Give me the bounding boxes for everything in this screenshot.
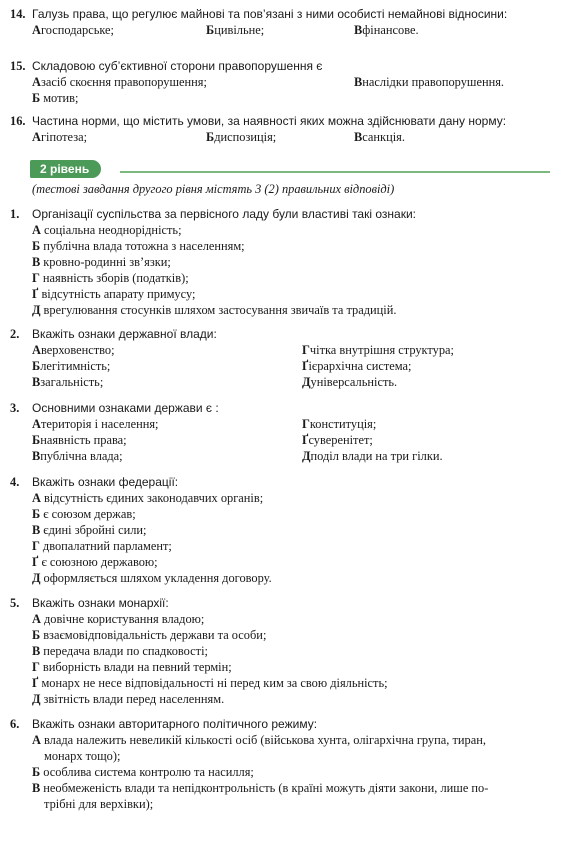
question-text: Вкажіть ознаки державної влади: [32, 327, 217, 341]
option-a: А довічне користування владою; [32, 612, 205, 626]
option-b: Бцивільне; [206, 23, 265, 37]
option-v-continued: трібні для верхівки); [44, 797, 154, 811]
level2-question-5 [10, 595, 554, 707]
option-a: Азасіб скоєння правопорушення; [32, 75, 207, 89]
option-a: А соціальна неоднорідність; [32, 223, 182, 237]
level-badge: 2 рівень [30, 160, 101, 178]
option-b: Б мотив; [32, 91, 79, 105]
options-row [10, 448, 554, 464]
question-text: Складовою суб’єктивної сторони правопорушення є [32, 59, 323, 73]
question-number: 14. [10, 7, 26, 21]
option-v: Впублічна влада; [32, 449, 123, 463]
level2-question-4 [10, 474, 554, 586]
options-row [10, 74, 554, 90]
question-number: 1. [10, 207, 20, 221]
question-text: Вкажіть ознаки авторитарного політичного режиму: [32, 717, 318, 731]
option-b: Б публічна влада тотожна з населенням; [32, 239, 245, 253]
question-number: 2. [10, 327, 20, 341]
level-divider [120, 171, 550, 173]
option-a: Агіпотеза; [32, 130, 88, 144]
options-row [10, 22, 554, 38]
options-row [10, 129, 554, 145]
option-a: А влада належить невеликій кількості осіб (військова хунта, олігархічна група, тиран, [32, 733, 486, 747]
option-g: Ґ є союзною державою; [32, 555, 158, 569]
option-g: Ґсуверенітет; [302, 433, 373, 447]
option-d: Д врегулювання стосунків шляхом застосування звичаїв та традицій. [32, 303, 397, 317]
option-h: Г виборність влади на певний термін; [32, 660, 232, 674]
level2-question-2 [10, 326, 554, 390]
level2-question-6 [10, 716, 554, 812]
option-d: Дуніверсальність. [302, 375, 398, 389]
option-b: Бнаявність права; [32, 433, 127, 447]
question-text: Частина норми, що містить умови, за наявності яких можна здійснювати дану норму: [32, 114, 507, 128]
options-row [10, 416, 554, 432]
question-number: 5. [10, 596, 20, 610]
option-v: Вфінансове. [354, 23, 419, 37]
options-row [10, 358, 554, 374]
option-v: В єдині збройні сили; [32, 523, 147, 537]
option-v: Внаслідки правопорушення. [354, 75, 505, 89]
level2-question-1 [10, 206, 554, 318]
option-a: Агосподарське; [32, 23, 115, 37]
option-v: Взагальність; [32, 375, 104, 389]
option-v: Всанкція. [354, 130, 405, 144]
level-header [30, 160, 550, 180]
option-h: Гконституція; [302, 417, 377, 431]
option-g: Ґієрархічна система; [302, 359, 412, 373]
question-16 [10, 113, 554, 145]
question-number: 3. [10, 401, 20, 415]
option-h: Г двопалатний парламент; [32, 539, 172, 553]
option-b: Б є союзом держав; [32, 507, 136, 521]
options-row [10, 432, 554, 448]
question-number: 15. [10, 59, 26, 73]
option-g: Ґ монарх не несе відповідальності ні перед ким за свою діяльність; [32, 676, 388, 690]
option-v: В необмеженість влади та непідконтрольність (в країні можуть діяти закони, лише по- [32, 781, 489, 795]
question-text: Вкажіть ознаки монархії: [32, 596, 169, 610]
option-a: Атериторія і населення; [32, 417, 159, 431]
option-v: В кровно-родинні зв’язки; [32, 255, 171, 269]
option-g: Ґ відсутність апарату примусу; [32, 287, 196, 301]
options-row [10, 374, 554, 390]
option-v: В передача влади по спадковості; [32, 644, 208, 658]
question-text: Організації суспільства за первісного ладу були властиві такі ознаки: [32, 207, 416, 221]
question-text: Галузь права, що регулює майнові та пов’язані з ними особисті немайнові відносини: [32, 7, 508, 21]
option-h: Гчітка внутрішня структура; [302, 343, 454, 357]
question-14 [10, 6, 554, 38]
option-a: Аверховенство; [32, 343, 115, 357]
question-number: 4. [10, 475, 20, 489]
question-text: Вкажіть ознаки федерації: [32, 475, 179, 489]
option-a-continued: монарх тощо); [44, 749, 121, 763]
level2-question-3 [10, 400, 554, 464]
option-d: Д звітність влади перед населенням. [32, 692, 225, 706]
level-note: (тестові завдання другого рівня містять 3 (2) правильних відповіді) [32, 182, 395, 196]
option-d: Д оформляється шляхом укладення договору. [32, 571, 272, 585]
option-d: Дподіл влади на три гілки. [302, 449, 443, 463]
question-text: Основними ознаками держави є : [32, 401, 219, 415]
option-a: А відсутність єдиних законодавчих органів; [32, 491, 264, 505]
question-number: 6. [10, 717, 20, 731]
option-b: Бдиспозиція; [206, 130, 277, 144]
option-b: Б взаємовідповідальність держави та особи; [32, 628, 267, 642]
options-row [10, 342, 554, 358]
option-h: Г наявність зборів (податків); [32, 271, 189, 285]
question-number: 16. [10, 114, 26, 128]
option-b: Б особлива система контролю та насилля; [32, 765, 254, 779]
option-b: Блегітимність; [32, 359, 111, 373]
question-15 [10, 58, 554, 106]
